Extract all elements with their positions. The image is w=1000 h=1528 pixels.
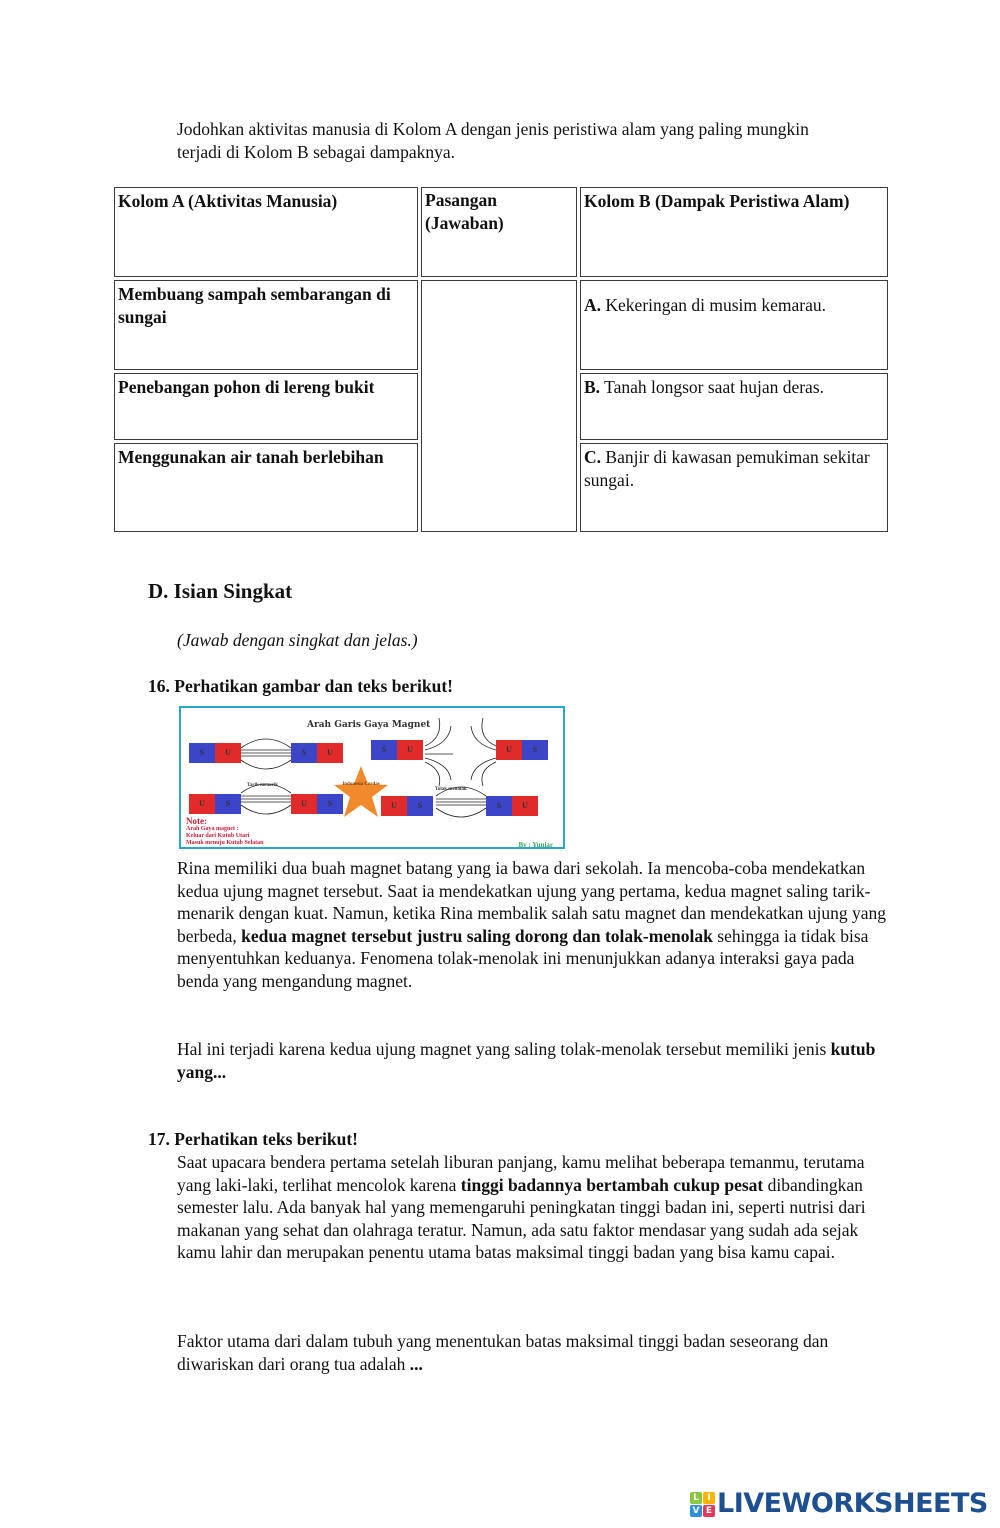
magnet-bar: U S (189, 794, 241, 814)
matching-table-header (114, 187, 888, 277)
answer-drop-area[interactable] (421, 280, 577, 532)
option-letter: C. (584, 447, 602, 467)
option-text: Banjir di kawasan pemukiman sekitar sungai. (584, 447, 870, 490)
option-letter: A. (584, 295, 602, 315)
diagram-title: Arah Garis Gaya Magnet (307, 720, 431, 730)
magnet-bar: U S (496, 740, 548, 760)
header-col-a: Kolom A (Aktivitas Manusia) (114, 187, 418, 277)
section-note: (Jawab dengan singkat dan jelas.) (177, 630, 418, 650)
option-letter: B. (584, 377, 601, 397)
matching-table (111, 184, 891, 535)
option-text: Tanah longsor saat hujan deras. (600, 377, 825, 397)
section-title: D. Isian Singkat (148, 579, 293, 603)
magnet-bar: S U (486, 796, 538, 816)
table-row (114, 280, 888, 370)
question-17-prompt: Faktor utama dari dalam tubuh yang menentukan batas maksimal tinggi badan seseorang dan diwariskan dari orang tua adalah ... (177, 1331, 829, 1374)
logo-text: LIVEWORKSHEETS (717, 1488, 988, 1519)
magnet-diagram (179, 706, 565, 849)
header-col-b: Kolom B (Dampak Peristiwa Alam) (580, 187, 888, 277)
label-attract: Tarik menarik (247, 783, 279, 788)
diagram-byline: By : Yuniar (518, 841, 553, 849)
star-icon (333, 766, 389, 818)
question-16-passage: Rina memiliki dua buah magnet batang yang ia bawa dari sekolah. Ia mencoba-coba mendekatkan kedua ujung magnet tersebut. Saat ia mendekatkan ujung yang pertama, kedua magnet saling tarik-menarik dengan kuat. Namun, ketika Rina membalik salah satu magnet dan mendekatkan ujung yang berbeda, kedua magnet tersebut justru saling dorong dan tolak-menolak sehingga ia tidak bisa menyentuhkan keduanya. Fenomena tolak-menolak ini menunjukkan adanya interaksi gaya pada benda yang mengandung magnet. (177, 858, 887, 991)
liveworksheets-logo (690, 1489, 988, 1519)
question-16-prompt: Hal ini terjadi karena kedua ujung magnet yang saling tolak-menolak tersebut memiliki jenis kutub yang... (177, 1039, 876, 1082)
activity-cell: Menggunakan air tanah berlebihan (114, 443, 418, 532)
magnet-bar: S U (371, 740, 423, 760)
magnet-bar: S U (189, 743, 241, 763)
label-repel: Tolak menolak (435, 787, 467, 792)
option-cell (580, 373, 888, 440)
header-col-pair: Pasangan (Jawaban) (421, 187, 577, 277)
activity-cell: Membuang sampah sembarangan di sungai (114, 280, 418, 370)
magnet-bar: U S (291, 794, 343, 814)
magnet-bar: S U (291, 743, 343, 763)
magnet-bar: U S (381, 796, 433, 816)
option-cell (580, 443, 888, 532)
question-17-passage: Saat upacara bendera pertama setelah liburan panjang, kamu melihat beberapa temanmu, terutama yang laki-laki, terlihat mencolok karena tinggi badannya bertambah cukup pesat dibandingkan semester lalu. Ada banyak hal yang memengaruhi peningkatan tinggi badan ini, seperti nutrisi dari makanan yang sehat dan olahraga teratur. Namun, ada satu faktor mendasar yang sudah ada sejak kamu lahir dan merupakan penentu utama batas maksimal tinggi badan yang bisa kamu capai. (177, 1152, 866, 1262)
question-17-title: 17. Perhatikan teks berikut! (148, 1129, 358, 1149)
matching-instruction: Jodohkan aktivitas manusia di Kolom A dengan jenis peristiwa alam yang paling mungkin terjadi di Kolom B sebagai dampaknya. (177, 119, 809, 162)
option-cell (580, 280, 888, 370)
question-16-title: 16. Perhatikan gambar dan teks berikut! (148, 676, 453, 696)
diagram-note: Note: Arah Gaya magnet : Keluar dari Kutub Utari Masuk menuju Kutub Selatan (186, 816, 264, 846)
option-text: Kekeringan di musim kemarau. (601, 295, 827, 315)
logo-icon: L I V E (690, 1492, 715, 1517)
activity-cell: Penebangan pohon di lereng bukit (114, 373, 418, 440)
star-label: Indonesia Cerdas (342, 782, 380, 787)
